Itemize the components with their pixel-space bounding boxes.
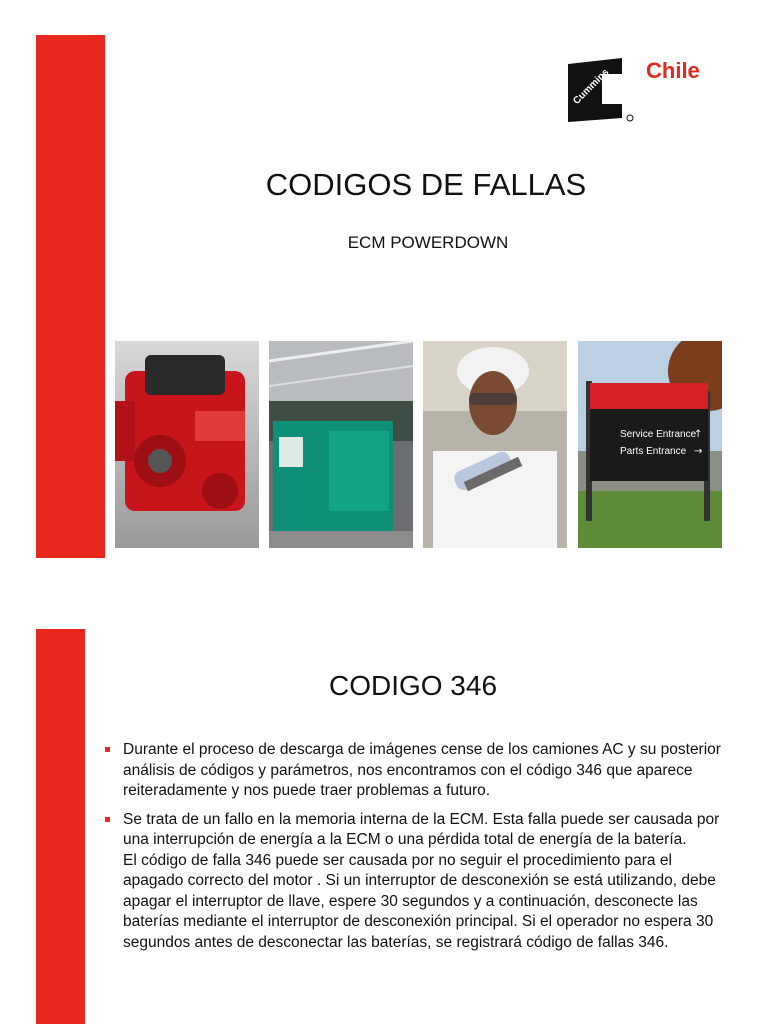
list-item	[105, 740, 735, 802]
cummins-logo-icon	[560, 56, 640, 126]
sign-line-2: Parts Entrance	[620, 446, 687, 457]
generator-photo	[269, 341, 413, 548]
bullet-list	[105, 740, 735, 961]
square-bullet-icon	[105, 817, 110, 822]
red-accent-bar	[36, 35, 105, 558]
sign-photo	[578, 341, 722, 548]
content-slide	[0, 580, 768, 1024]
bullet-paragraph: El código de falla 346 puede ser causada por no seguir el procedimiento para el apagado correcto del motor . Si un interruptor de desconexión se está utilizando, debe apagar el interruptor de llave, espere 30 segundos y a continuación, desconecte las baterías mediante el interruptor de desconexión principal. Si el operador no espera 30 segundos antes de desconectar las baterías, se registrará código de fallas 346.	[123, 851, 716, 951]
page-subtitle: ECM POWERDOWN	[347, 233, 509, 252]
sign-line-1: Service Entrance	[620, 429, 697, 440]
square-bullet-icon	[105, 747, 110, 752]
bullet-paragraph: Se trata de un fallo en la memoria interna de la ECM. Esta falla puede ser causada por una interrupción de energía a la ECM o una pérdida total de energía de la batería.	[123, 810, 720, 848]
svg-text:Cummins: Cummins	[571, 66, 612, 107]
brand-country: Chile	[646, 58, 700, 83]
svg-text:→: →	[694, 446, 703, 457]
section-title: CODIGO 346	[328, 670, 498, 701]
technician-photo	[423, 341, 567, 548]
page-title: CODIGOS DE FALLAS	[265, 167, 587, 202]
list-item	[105, 810, 735, 954]
engine-photo	[115, 341, 259, 548]
svg-text:↑: ↑	[694, 429, 703, 440]
bullet-paragraph: Durante el proceso de descarga de imágenes cense de los camiones AC y su posterior análisis de códigos y parámetros, nos encontramos con el código 346 que aparece reiteradamente y nos puede traer problemas a futuro.	[123, 741, 721, 799]
